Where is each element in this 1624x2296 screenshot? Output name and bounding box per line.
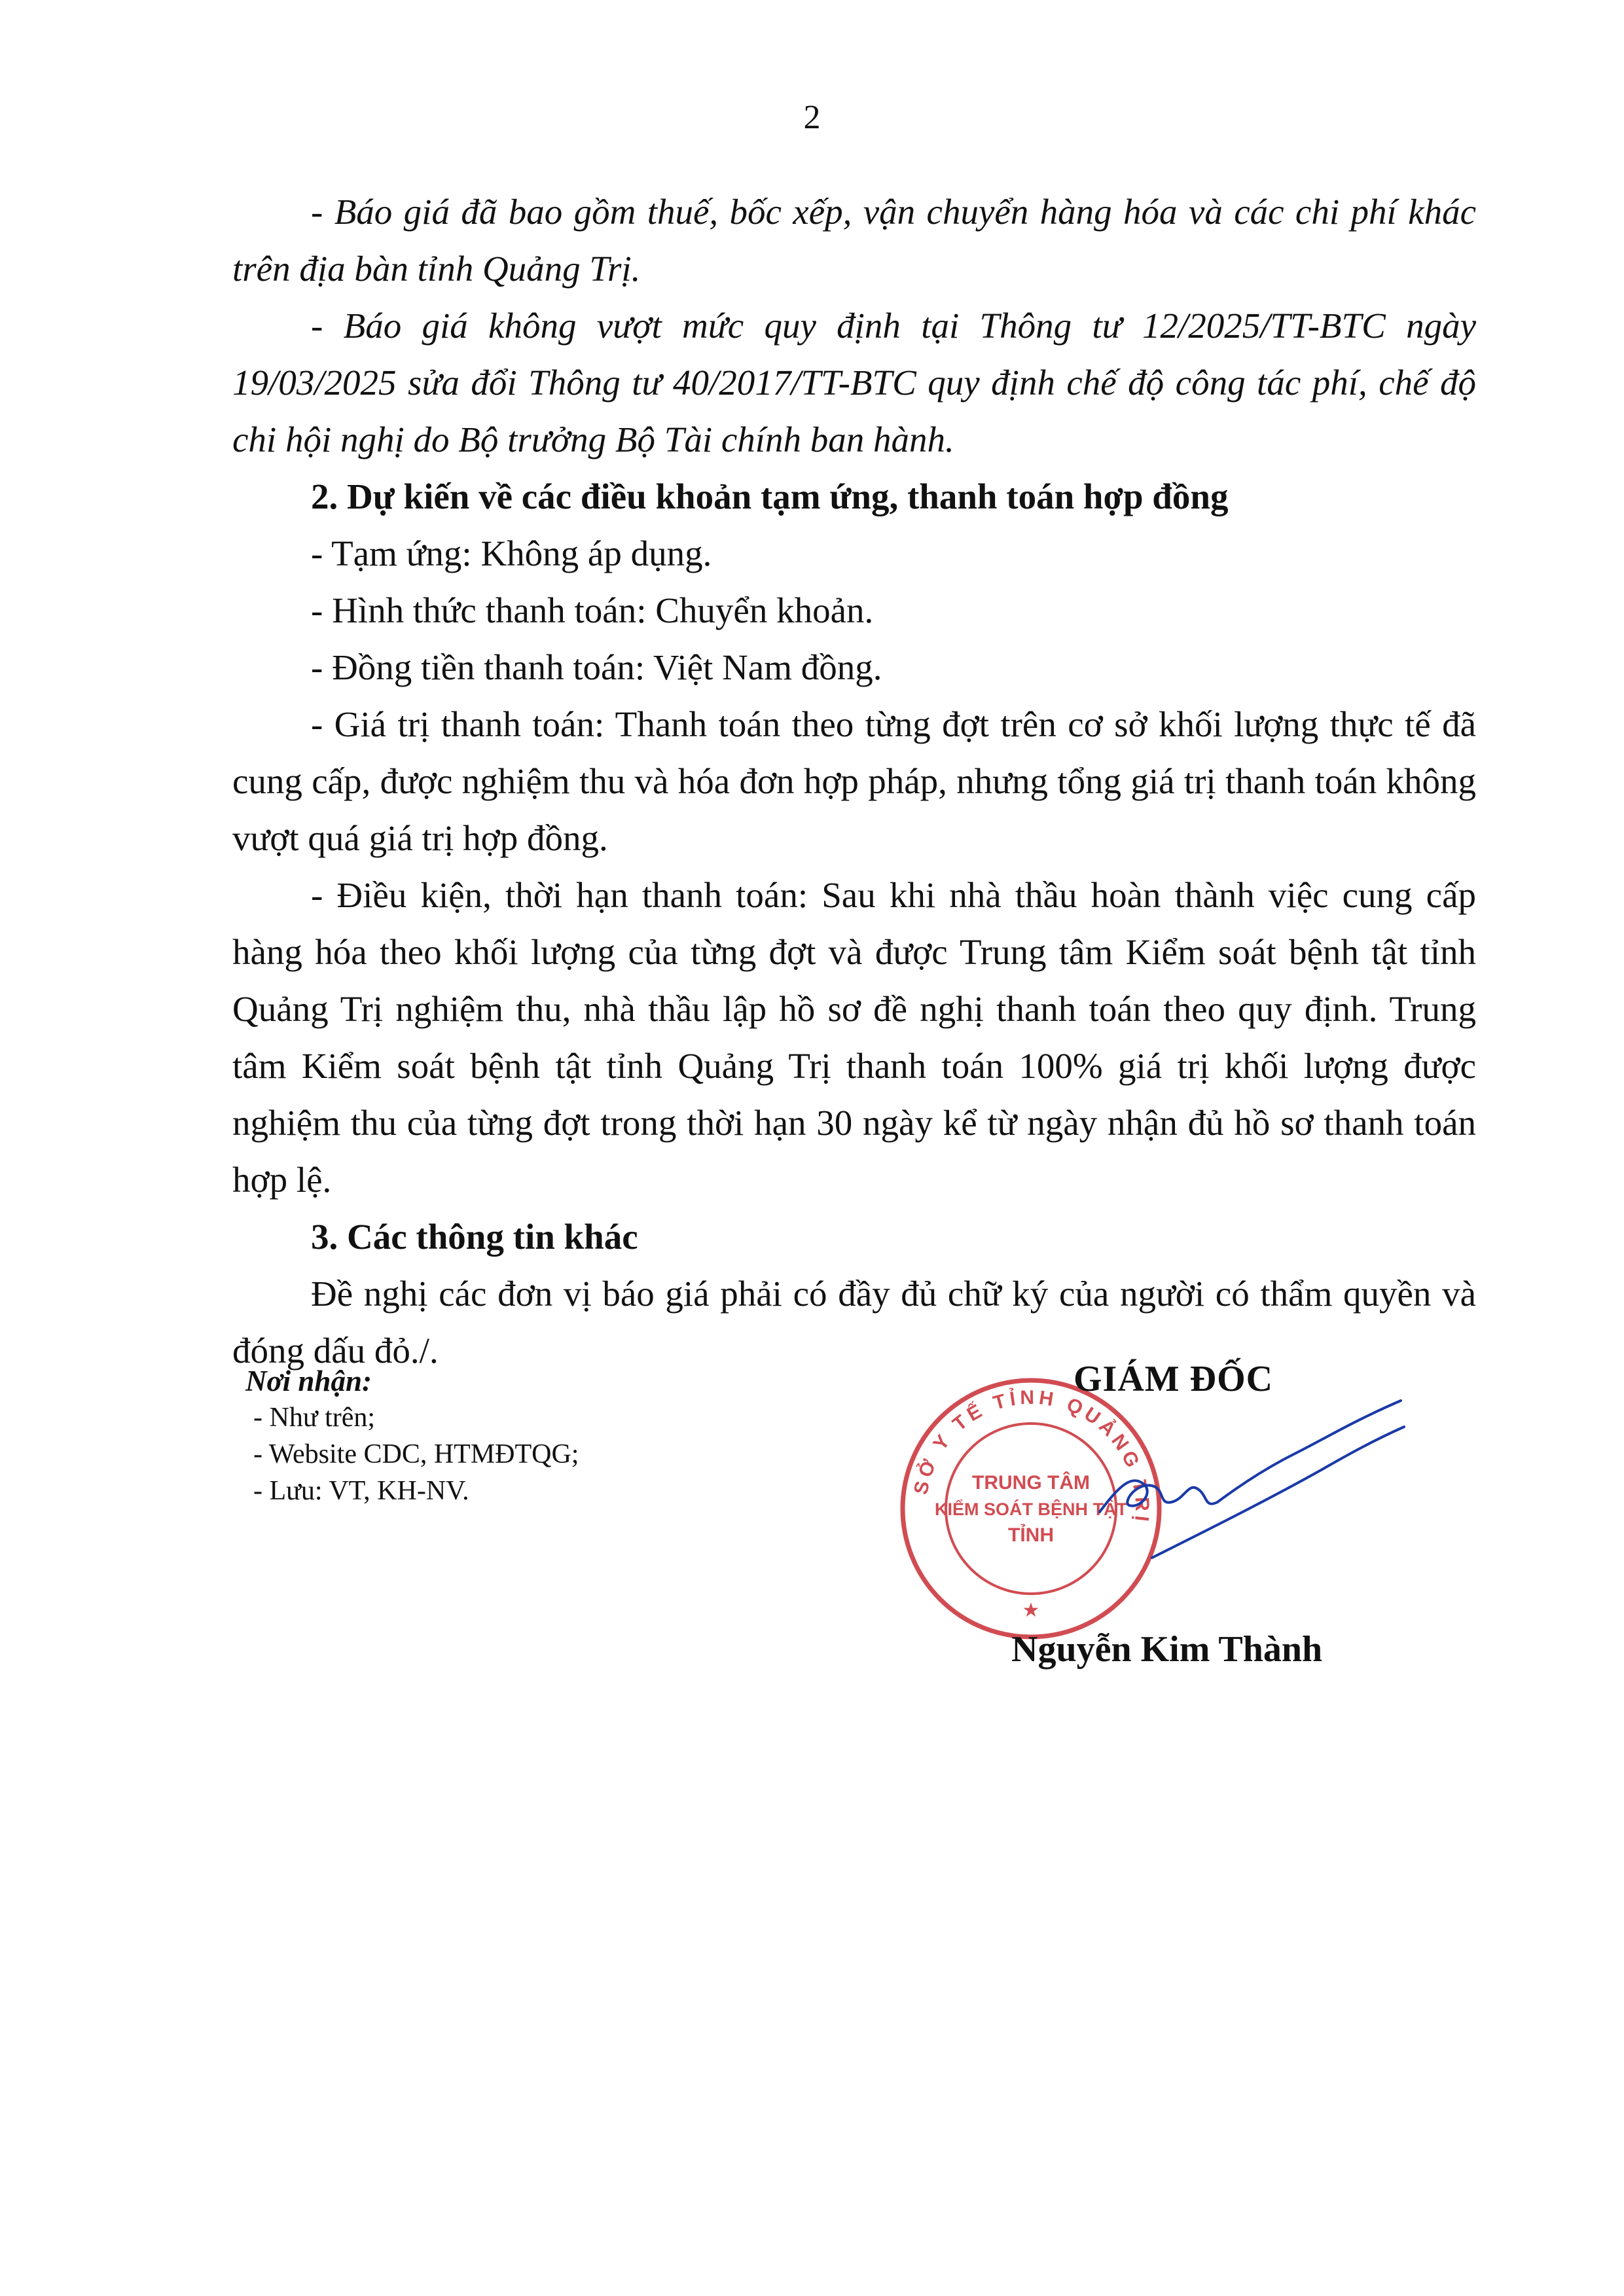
paragraph-payment-method: - Hình thức thanh toán: Chuyển khoản. (311, 590, 874, 630)
section-heading-other-info: 3. Các thông tin khác (311, 1217, 638, 1257)
page-number: 2 (803, 99, 821, 136)
paragraph-currency: - Đồng tiền thanh toán: Việt Nam đồng. (311, 647, 882, 687)
handwritten-signature (1074, 1374, 1414, 1597)
paragraph-price-includes: - Báo giá đã bao gồm thuế, bốc xếp, vận chuyển hàng hóa và các chi phí khác trên địa bàn tỉnh Quảng Trị. (232, 192, 1476, 289)
document-body (232, 183, 1476, 1379)
recipient-item: - Lưu: VT, KH-NV. (253, 1476, 469, 1506)
paragraph-payment-value: - Giá trị thanh toán: Thanh toán theo từng đợt trên cơ sở khối lượng thực tế đã cung cấp, được nghiệm thu và hóa đơn hợp pháp, nhưng tổng giá trị thanh toán không vượt quá giá trị hợp đồng. (232, 704, 1476, 858)
paragraph-request-signature: Đề nghị các đơn vị báo giá phải có đầy đủ chữ ký của người có thẩm quyền và đóng dấu đỏ./. (232, 1274, 1476, 1371)
recipients-title: Nơi nhận: (245, 1365, 372, 1397)
recipients-block (245, 1363, 579, 1509)
svg-text:SỞ Y TẾ TỈNH QUẢNG TRỊ: SỞ Y TẾ TỈNH QUẢNG TRỊ (910, 1386, 1153, 1526)
svg-text:KIỂM SOÁT BỆNH TẬT: KIỂM SOÁT BỆNH TẬT (935, 1499, 1127, 1519)
recipient-item: - Như trên; (253, 1403, 376, 1433)
svg-text:TRUNG TÂM: TRUNG TÂM (972, 1472, 1090, 1494)
svg-text:TỈNH: TỈNH (1008, 1524, 1054, 1546)
paragraph-price-limit: - Báo giá không vượt mức quy định tại Thông tư 12/2025/TT-BTC ngày 19/03/2025 sửa đổi Thông tư 40/2017/TT-BTC quy định chế độ công tác phí, chế độ chi hội nghị do Bộ trưởng Bộ Tài chính ban hành. (232, 306, 1476, 459)
signatory-name: Nguyễn Kim Thành (1011, 1629, 1323, 1670)
recipient-item: - Website CDC, HTMĐTQG; (253, 1439, 579, 1469)
svg-text:★: ★ (1022, 1600, 1040, 1621)
section-heading-payment-terms: 2. Dự kiến về các điều khoản tạm ứng, thanh toán hợp đồng (311, 476, 1229, 516)
signatory-title: GIÁM ĐỐC (1074, 1359, 1274, 1399)
paragraph-payment-conditions: - Điều kiện, thời hạn thanh toán: Sau khi nhà thầu hoàn thành việc cung cấp hàng hóa theo khối lượng của từng đợt và được Trung tâm Kiểm soát bệnh tật tỉnh Quảng Trị nghiệm thu, nhà thầu lập hồ sơ đề nghị thanh toán theo quy định. Trung tâm Kiểm soát bệnh tật tỉnh Quảng Trị thanh toán 100% giá trị khối lượng được nghiệm thu của từng đợt trong thời hạn 30 ngày kể từ ngày nhận đủ hồ sơ thanh toán hợp lệ. (232, 875, 1476, 1200)
paragraph-advance: - Tạm ứng: Không áp dụng. (311, 533, 712, 573)
